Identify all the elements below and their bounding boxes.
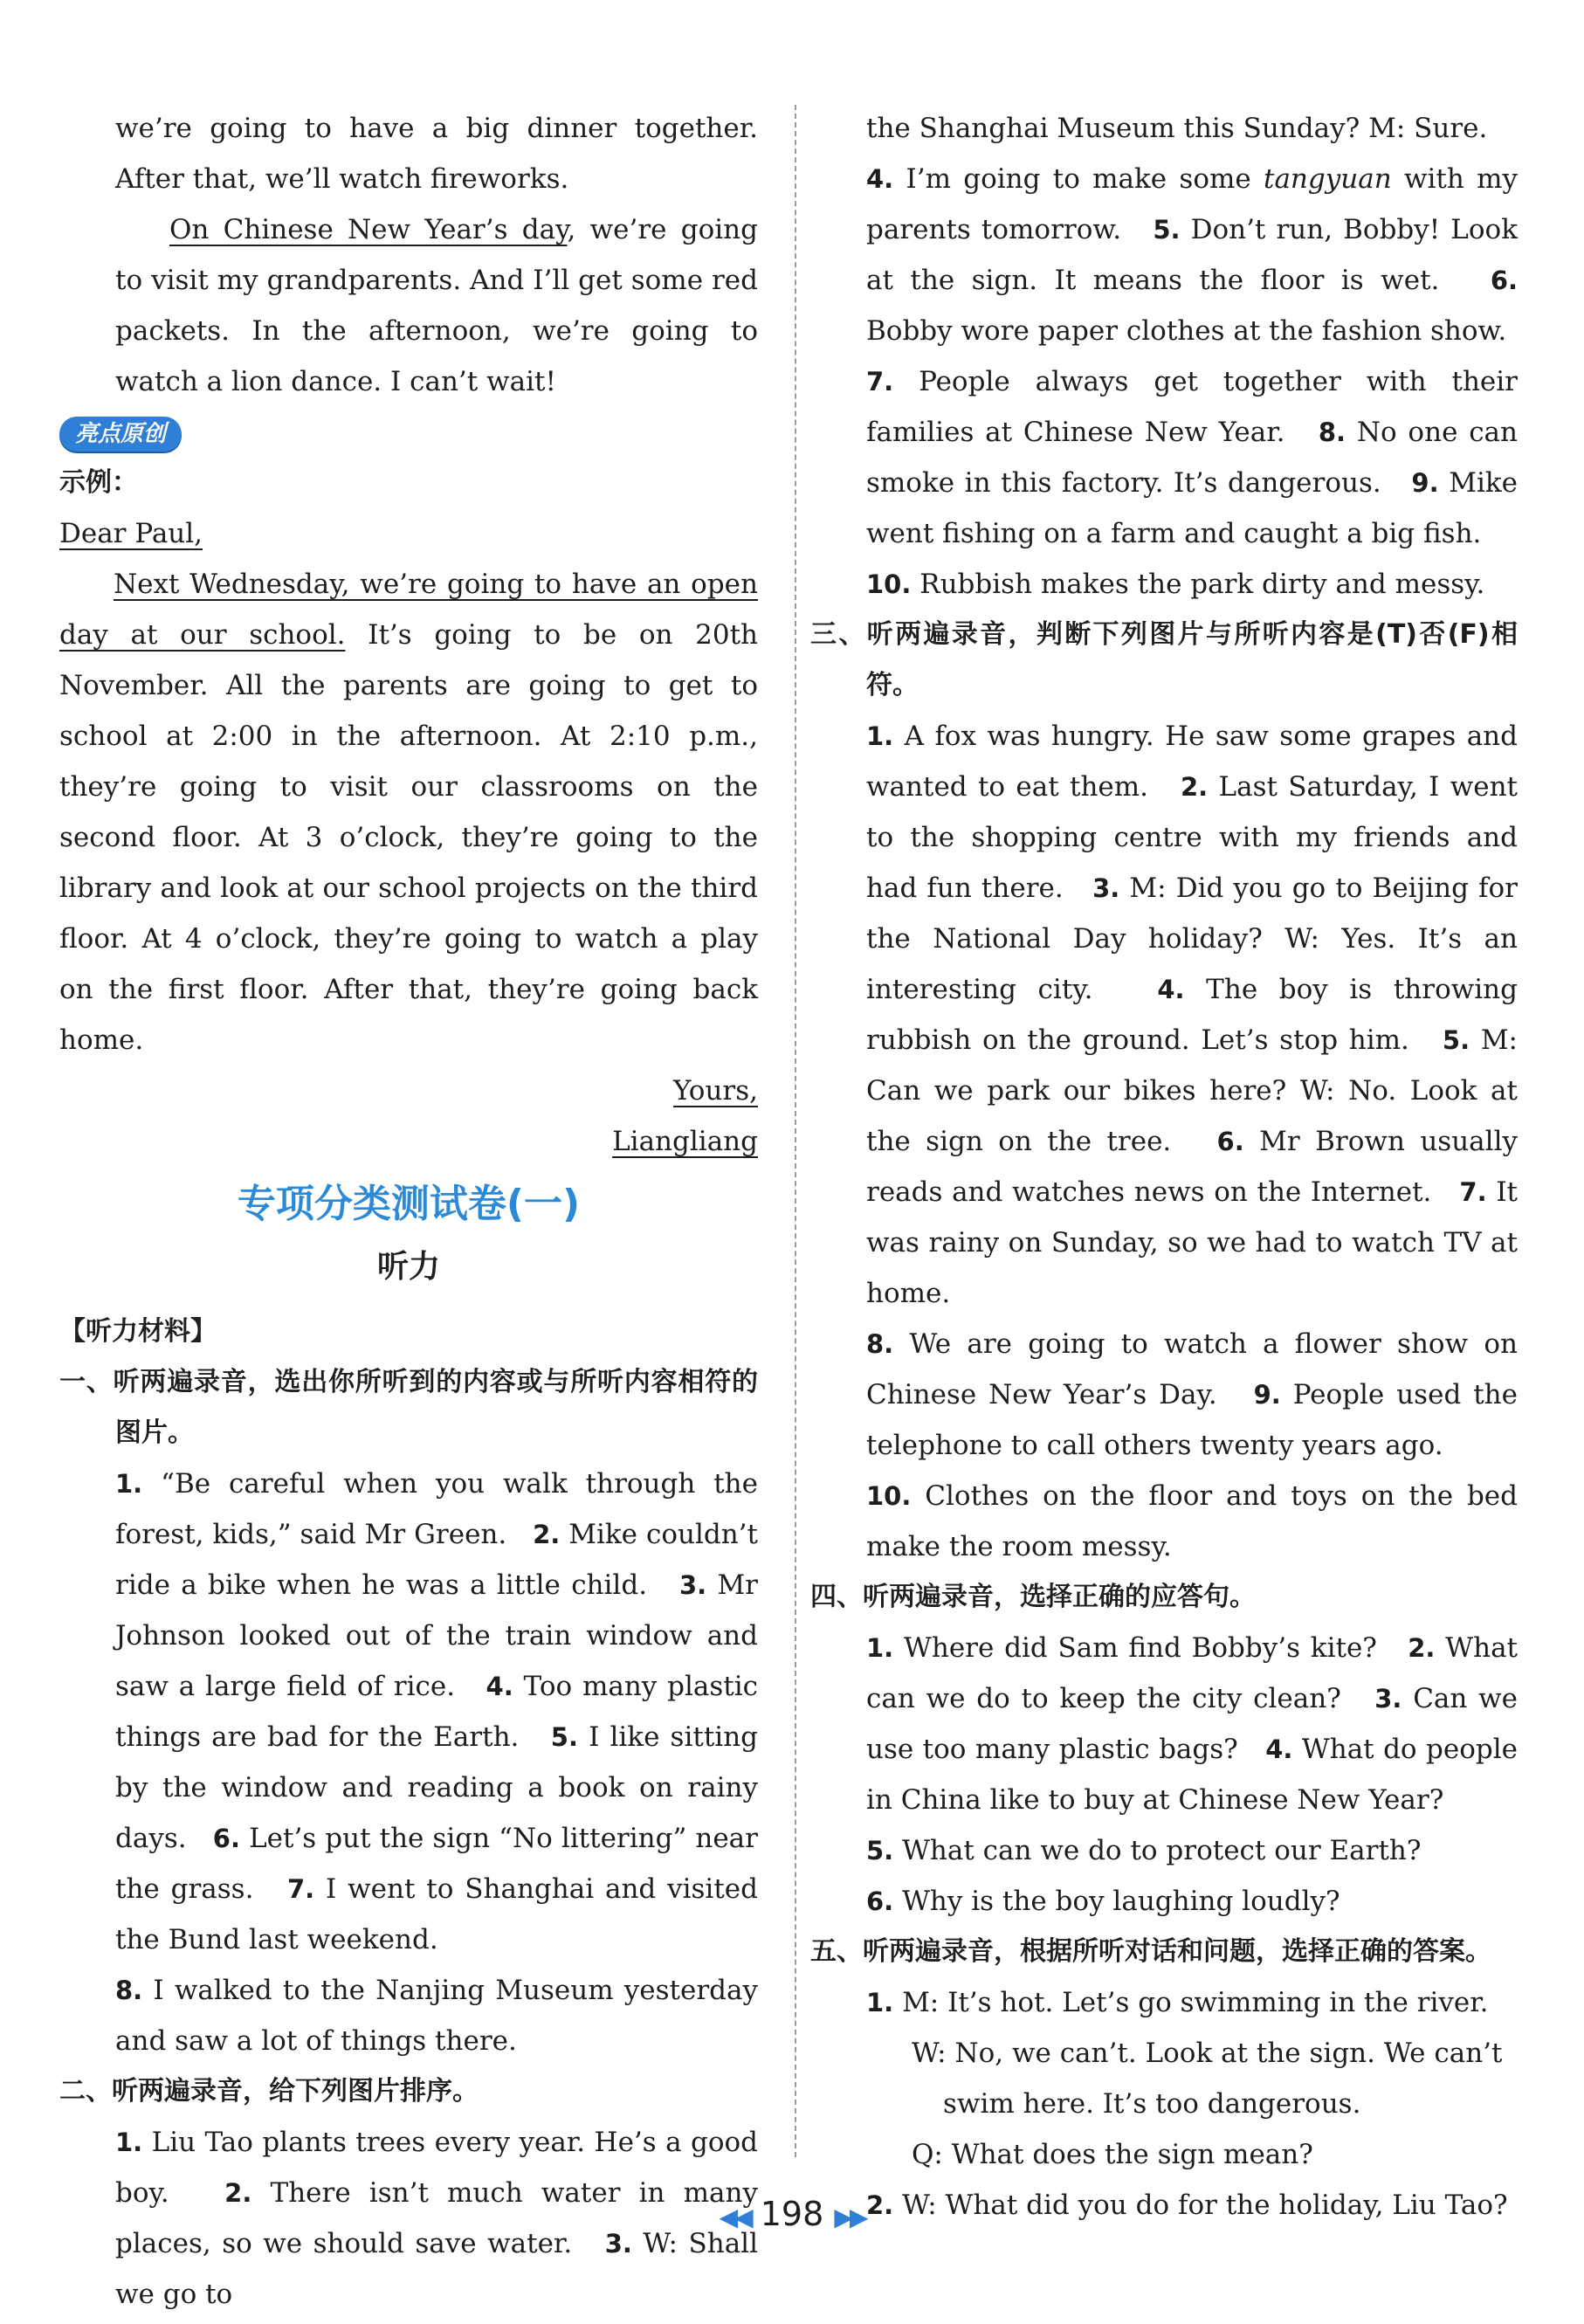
question-5-item-1-w-cont: swim here. It’s too dangerous. — [943, 2088, 1361, 2120]
item-number: 2. — [533, 1520, 561, 1549]
item-number: 1. — [866, 1633, 894, 1663]
next-arrows-icon: ▶▶ — [834, 2203, 865, 2231]
item-text: I like sitting by the window and reading a book on rainy days. — [115, 1721, 758, 1854]
dialog-line: M: It’s hot. Let’s go swimming in the river. — [902, 1987, 1489, 2018]
letter-signature — [59, 1116, 758, 1167]
dialog-line: W: What did you do for the holiday, Liu Tao? — [902, 2190, 1508, 2221]
item-text: Why is the boy laughing loudly? — [902, 1886, 1340, 1917]
item-number: 5. — [866, 1836, 894, 1865]
item-number: 7. — [866, 367, 894, 397]
item-text: Too many plastic things are bad for the Earth. — [115, 1671, 759, 1753]
item-number: 3. — [678, 1570, 707, 1600]
item-text: Liu Tao plants trees every year. He’s a good boy. — [115, 2127, 759, 2209]
item-number: 9. — [1411, 468, 1439, 498]
letter-body-rest: It’s going to be on 20th November. All the parents are going to get to school at 2:00 in the afternoon. At 2:10 p.m., they’re going to visit our classrooms on the second floor. At 3 o’clock, they’re going to the library and look at our school projects on the third floor. At 4 o’clock, they’re going to watch a play on the first floor. After that, they’re going back home. — [59, 619, 759, 1056]
item-number: 4. — [866, 164, 894, 194]
item-text: Clothes on the floor and toys on the bed make the room messy. — [866, 1480, 1518, 1562]
item-text: The boy is throwing rubbish on the ground. Let’s stop him. — [866, 974, 1518, 1056]
question-2-continued: the Shanghai Museum this Sunday? M: Sure. — [866, 113, 1488, 144]
item-text: What can we do to protect our Earth? — [902, 1835, 1422, 1866]
question-5-item-1-m — [810, 1977, 1518, 2028]
item-text: Rubbish makes the park dirty and messy. — [919, 569, 1485, 600]
left-column — [59, 103, 758, 2320]
paragraph-rest: , we’re going to visit my grandparents. And I’ll get some red packets. In the afternoon, we’re going to watch a lion dance. I can’t wait! — [115, 214, 758, 397]
column-divider — [795, 105, 796, 2157]
item-number: 9. — [1253, 1380, 1281, 1410]
item-text: Mr Brown usually reads and watches news on the Internet. — [866, 1126, 1518, 1208]
signature-text: Liangliang — [612, 1126, 758, 1157]
item-text: There isn’t much water in many places, so we should save water. — [115, 2177, 758, 2259]
item-number: 6. — [212, 1824, 240, 1853]
question-2-item-10 — [810, 559, 1518, 610]
item-number: 5. — [1442, 1025, 1470, 1055]
section-subtitle: 听力 — [376, 1249, 440, 1285]
item-text: Mike went fishing on a farm and caught a big fish. — [866, 467, 1518, 549]
question-3-heading: 三、听两遍录音，判断下列图片与所听内容是(T)否(F)相符。 — [810, 619, 1518, 700]
item-number: 8. — [866, 1329, 894, 1359]
item-number: 2. — [1180, 772, 1209, 802]
item-text: What do people in China like to buy at Chinese New Year? — [866, 1734, 1519, 1816]
item-number: 7. — [286, 1874, 315, 1904]
item-number: 7. — [1459, 1177, 1487, 1207]
letter-salutation — [59, 508, 758, 559]
item-text: Where did Sam find Bobby’s kite? — [903, 1632, 1377, 1664]
item-text: People always get together with their families at Chinese New Year. — [866, 366, 1519, 448]
item-text: I’m going to make some — [906, 163, 1264, 195]
underlined-topic-sentence: On Chinese New Year’s day — [169, 214, 568, 245]
highlight-original-badge: 亮点原创 — [59, 417, 182, 452]
question-1-heading: 一、听两遍录音，选出你所听到的内容或与所听内容相符的图片。 — [59, 1367, 758, 1448]
right-column — [810, 103, 1518, 2231]
item-text: What can we do to keep the city clean? — [866, 1632, 1519, 1714]
item-text: “Be careful when you walk through the forest, kids,” said Mr Green. — [115, 1468, 758, 1550]
item-number: 3. — [604, 2229, 632, 2258]
intro-paragraph: we’re going to have a big dinner together. After that, we’ll watch fireworks. — [115, 113, 758, 195]
question-3-items-cont — [810, 1319, 1518, 1471]
question-2-items-cont2 — [810, 356, 1518, 559]
item-number: 4. — [486, 1672, 513, 1701]
item-text: M: Did you go to Beijing for the National Day holiday? W: Yes. It’s an interesting city. — [866, 872, 1519, 1005]
question-3-item-10 — [810, 1471, 1518, 1572]
item-text: Let’s put the sign “No littering” near the grass. — [115, 1823, 758, 1905]
item-number: 1. — [866, 1988, 894, 2017]
question-2-items-cont — [810, 154, 1518, 356]
question-1-items — [59, 1459, 758, 1965]
item-number: 8. — [1318, 417, 1346, 447]
question-5-heading: 五、听两遍录音，根据所听对话和问题，选择正确的答案。 — [810, 1936, 1491, 1967]
badge-row — [59, 407, 758, 458]
item-text: We are going to watch a flower show on Chinese New Year’s Day. — [866, 1328, 1518, 1410]
item-text: with my parents tomorrow. — [866, 163, 1518, 245]
item-text: Last Saturday, I went to the shopping centre with my friends and had fun there. — [866, 771, 1518, 904]
item-text: Don’t run, Bobby! Look at the sign. It means the floor is wet. — [866, 214, 1519, 296]
item-number: 10. — [866, 569, 912, 599]
item-number: 6. — [866, 1886, 894, 1916]
item-text: W: Shall we go to — [115, 2228, 759, 2310]
item-text: Mr Johnson looked out of the train window and saw a large field of rice. — [115, 1569, 758, 1702]
item-text: It was rainy on Sunday, so we had to watch TV at home. — [866, 1176, 1519, 1309]
item-text: M: Can we park our bikes here? W: No. Look at the sign on the tree. — [866, 1024, 1518, 1157]
prev-arrows-icon: ◀◀ — [719, 2203, 750, 2231]
question-5-item-1-w: W: No, we can’t. Look at the sign. We can’t — [912, 2038, 1503, 2069]
question-5-item-1-q: Q: What does the sign mean? — [912, 2139, 1313, 2170]
item-number: 6. — [1490, 266, 1519, 295]
page-number: 198 — [760, 2195, 824, 2233]
salutation-text: Dear Paul, — [59, 518, 203, 549]
item-number: 4. — [1265, 1734, 1293, 1764]
item-number: 5. — [550, 1722, 578, 1752]
item-number: 6. — [1216, 1127, 1244, 1156]
question-4-heading: 四、听两遍录音，选择正确的应答句。 — [810, 1582, 1256, 1612]
section-title: 专项分类测试卷(一) — [237, 1182, 581, 1226]
item-number: 2. — [1408, 1633, 1436, 1663]
item-number: 5. — [1153, 215, 1181, 245]
item-text: No one can smoke in this factory. It’s dangerous. — [866, 417, 1519, 499]
item-number: 1. — [866, 721, 894, 751]
item-text: People used the telephone to call others twenty years ago. — [866, 1379, 1518, 1461]
item-number: 3. — [1374, 1684, 1402, 1714]
item-number: 2. — [866, 2190, 894, 2220]
new-year-paragraph — [59, 204, 758, 407]
closing-text: Yours, — [673, 1075, 758, 1107]
item-number: 1. — [115, 1469, 143, 1499]
item-text: Bobby wore paper clothes at the fashion show. — [866, 315, 1507, 347]
listening-material-label: 【听力材料】 — [59, 1316, 217, 1347]
item-number: 3. — [1092, 873, 1120, 903]
italic-word: tangyuan — [1263, 163, 1392, 195]
item-text: Mike couldn’t ride a bike when he was a little child. — [115, 1519, 758, 1601]
letter-body — [59, 559, 758, 1065]
letter-closing — [59, 1065, 758, 1116]
question-3-items — [810, 711, 1518, 1319]
item-number: 10. — [866, 1481, 912, 1511]
item-number: 8. — [115, 1976, 143, 2005]
item-text: A fox was hungry. He saw some grapes and wanted to eat them. — [866, 721, 1518, 803]
page-footer — [0, 2192, 1584, 2239]
item-number: 4. — [1157, 975, 1185, 1004]
item-text: I went to Shanghai and visited the Bund last weekend. — [115, 1873, 758, 1955]
example-label: 示例： — [59, 467, 138, 498]
item-number: 2. — [224, 2178, 252, 2208]
question-4-items — [810, 1623, 1518, 1825]
item-number: 1. — [115, 2127, 143, 2157]
letter-topic-sentence: Next Wednesday, we’re going to have an open day at our school. — [59, 569, 758, 651]
question-2-heading: 二、听两遍录音，给下列图片排序。 — [59, 2076, 479, 2107]
question-4-item-5 — [810, 1825, 1518, 1876]
item-text: Can we use too many plastic bags? — [866, 1683, 1519, 1765]
question-4-item-6 — [810, 1876, 1518, 1927]
question-1-item-8 — [59, 1965, 758, 2066]
item-text: I walked to the Nanjing Museum yesterday and saw a lot of things there. — [115, 1975, 758, 2057]
